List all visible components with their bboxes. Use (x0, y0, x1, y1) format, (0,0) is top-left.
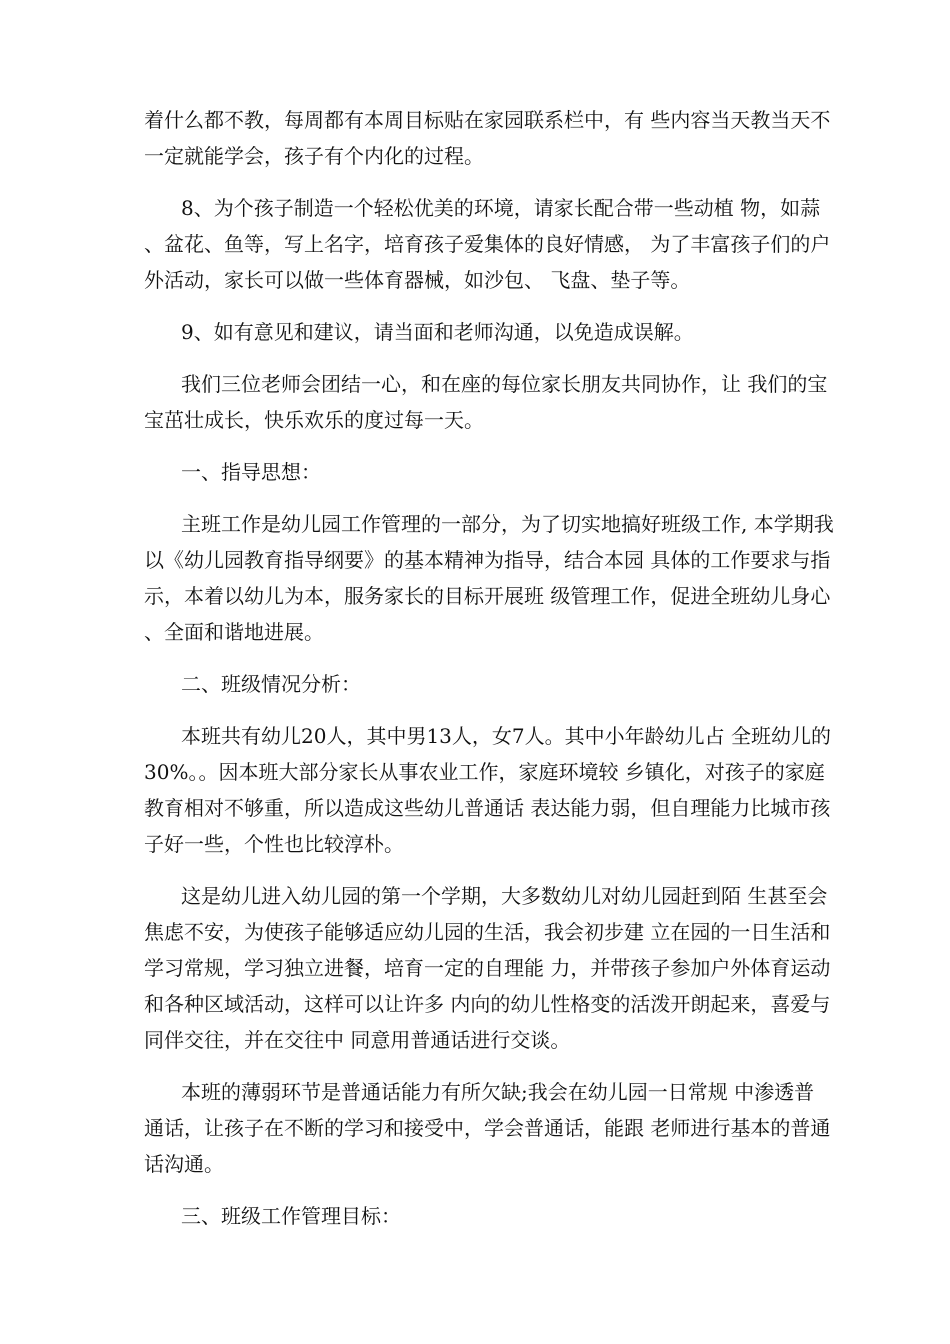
paragraph-item-9: 9、如有意见和建议，请当面和老师沟通，以免造成误解。 (181, 320, 694, 344)
section-heading-class-analysis: 二、班级情况分析： (181, 672, 361, 696)
paragraph-weakness: 本班的薄弱环节是普通话能力有所欠缺;我会在幼儿园一日常规 中渗透普通话，让孩子在不断的学习和接受中，学会普通话，能跟 老师进行基本的普通话沟通。 (144, 1080, 831, 1176)
paragraph-first-semester: 这是幼儿进入幼儿园的第一个学期，大多数幼儿对幼儿园赶到陌 生甚至会焦虑不安，为使孩子能够适应幼儿园的生活，我会初步建 立在园的一日生活和学习常规，学习独立进餐，培育一定的自理能 力，并带孩子参加户外体育运动和各种区域活动，这样可以让许多 内向的幼儿性格变的活泼开朗起来，喜爱与同伴交往，并在交往中 同意用普通话进行交谈。 (144, 884, 831, 1052)
paragraph-guiding-thought: 主班工作是幼儿园工作管理的一部分，为了切实地搞好班级工作, 本学期我以《幼儿园教育指导纲要》的基本精神为指导，结合本园 具体的工作要求与指示，本着以幼儿为本，服务家长的目标开展班 级管理工作，促进全班幼儿身心、全面和谐地进展。 (144, 512, 834, 644)
paragraph-class-analysis: 本班共有幼儿20人，其中男13人，女7人。其中小年龄幼儿占 全班幼儿的30%。。因本班大部分家长从事农业工作，家庭环境较 乡镇化，对孩子的家庭教育相对不够重，所以造成这些幼儿普通话 表达能力弱，但自理能力比城市孩子好一些，个性也比较淳朴。 (144, 724, 831, 856)
section-heading-management-goals: 三、班级工作管理目标： (181, 1204, 401, 1228)
paragraph-continued: 着什么都不教，每周都有本周目标贴在家园联系栏中，有 些内容当天教当天不一定就能学会，孩子有个内化的过程。 (144, 108, 831, 168)
paragraph-teachers-commitment: 我们三位老师会团结一心，和在座的每位家长朋友共同协作，让 我们的宝宝茁壮成长，快乐欢乐的度过每一天。 (144, 372, 828, 432)
paragraph-item-8: 8、为个孩子制造一个轻松优美的环境，请家长配合带一些动植 物，如蒜、盆花、鱼等，写上名字，培育孩子爱集体的良好情感， 为了丰富孩子们的户外活动，家长可以做一些体育器械，如沙包、 飞盘、垫子等。 (144, 196, 831, 292)
document-body (144, 102, 834, 1250)
section-heading-guiding-thought: 一、指导思想： (181, 460, 321, 484)
